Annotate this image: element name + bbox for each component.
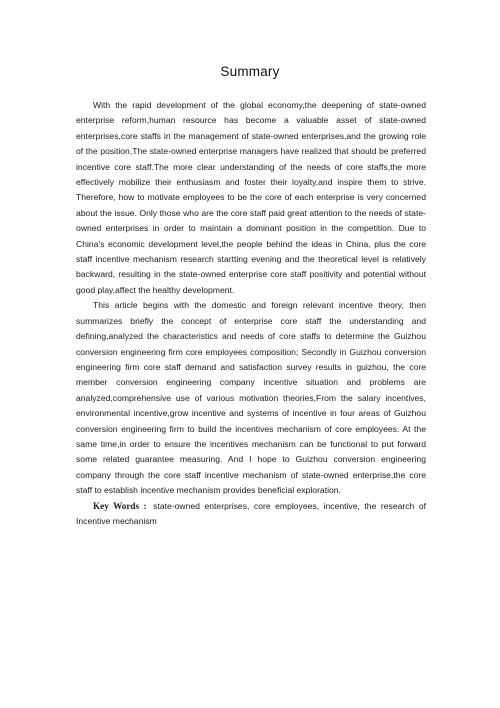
abstract-paragraph-1: With the rapid development of the global economy,the deepening of state-owned enterprise reform,human resource has become a valuable asset of state-owned enterprises,core staffs in the management of state-owned enterprises,and the growing role of the position,The state-owned enterprise managers have realized that should be preferred incentive core staff.The more clear understanding of the needs of core staffs,the more effectively mobilize their enthusiasm and foster their loyalty,and inspire them to strive. Therefore, how to motivate employees to be the core of each enterprise is very concerned about the issue. Only those who are the core staff paid great attention to the needs of state-owned enterprises in order to maintain a dominant position in the competition. Due to China's economic development level,the people behind the ideas in China, plus the core staff incentive mechanism research startting evening and the theoretical level is relatively backward, resulting in the state-owned enterprise core staff positivity and potential without good play,affect the healthy development.	[76, 100, 426, 295]
abstract-body	[76, 98, 426, 529]
page-title: Summary	[220, 64, 280, 79]
abstract-paragraph-2: This article begins with the domestic and foreign relevant incentive theory, then summarizes briefly the concept of enterprise core staff the understanding and defining,analyzed the characteristics and needs of core staffs to determine the Guizhou conversion engineering firm core employees composition; Secondly in Guizhou conversion engineering firm core staff demand and satisfaction survey results in guizhou, the core member conversion engineering company incentive situation and problems are analyzed,comprehensive use of various motivation theories,From the salary incentives, environmental incentive,grow incentive and systems of incentive in four areas of Guizhou conversion engineering firm to build the incentives mechanism of core employees. At the same time,in order to ensure the incentives mechanism can be functional to put forward some related guarantee measuring. And I hope to Guizhou conversion engineering company through the core staff incentive mechanism of state-owned enterprise,the core staff to establish incentive mechanism provides beneficial exploration.	[76, 300, 426, 496]
keywords-text: state-owned enterprises, core employees, incentive, the research of Incentive mechanism	[76, 500, 427, 526]
keywords-line	[76, 499, 426, 530]
keywords-label: Key Words :	[93, 500, 147, 511]
